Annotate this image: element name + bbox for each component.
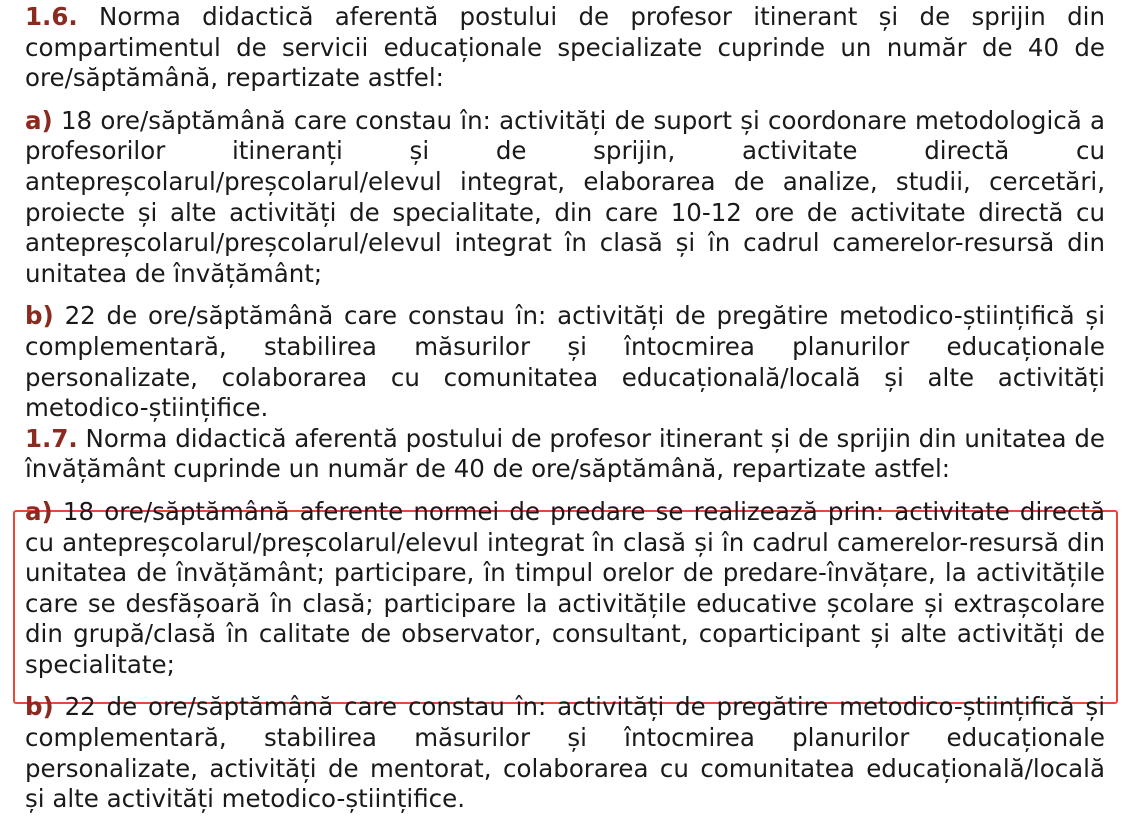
item-letter: b) [25, 301, 54, 331]
item-letter: a) [25, 496, 53, 526]
section-text: Norma didactică aferentă postului de profesor itinerant și de sprijin din compartimentul de servicii educaționale specializate cuprinde un număr de 40 de ore/săptămână, repartizate astfel: [25, 2, 1105, 93]
section-1-6-item-a [25, 106, 1105, 290]
section-1-7-item-a [25, 497, 1105, 681]
section-1-6 [25, 2, 1105, 94]
section-1-7-item-b [25, 692, 1105, 814]
item-letter: a) [25, 105, 53, 135]
item-text: 22 de ore/săptămână care constau în: activități de pregătire metodico-științifică și complementară, stabilirea măsurilor și întocmirea planurilor educaționale personalizate, colaborarea cu comunitatea educațională/locală și alte activități metodico-științifice. [25, 301, 1105, 423]
item-text: 22 de ore/săptămână care constau în: activități de pregătire metodico-științifică și complementară, stabilirea măsurilor și întocmirea planurilor educaționale personalizate, activități de mentorat, colaborarea cu comunitatea educațională/locală și alte activități metodico-științifice. [25, 692, 1105, 814]
item-text: 18 ore/săptămână care constau în: activități de suport și coordonare metodologică a profesorilor itineranți și de sprijin, activitate directă cu antepreșcolarul/preșcolarul/elevul integrat, elaborarea de analize, studii, cercetări, proiecte și alte activități de specialitate, din care 10-12 ore de activitate directă cu antepreșcolarul/preșcolarul/elevul integrat în clasă și în cadrul camerelor-resursă din unitatea de învățământ; [25, 105, 1105, 288]
section-1-7 [25, 424, 1105, 485]
item-text: 18 ore/săptămână aferente normei de predare se realizează prin: activitate directă cu antepreșcolarul/preșcolarul/elevul integrat în clasă și în cadrul camerelor-resursă din unitatea de învățământ; participare, în timpul orelor de predare-învățare, la activitățile care se desfășoară în clasă; participare la activitățile educative școlare și extrașcolare din grupă/clasă în calitate de observator, consultant, coparticipant și alte activități de specialitate; [25, 496, 1105, 679]
section-number: 1.7. [25, 423, 78, 453]
section-text: Norma didactică aferentă postului de profesor itinerant și de sprijin din unitatea de învățământ cuprinde un număr de 40 de ore/săptămână, repartizate astfel: [25, 423, 1105, 484]
item-letter: b) [25, 692, 54, 722]
section-number: 1.6. [25, 2, 78, 31]
document-body [25, 0, 1105, 815]
section-1-6-item-b [25, 301, 1105, 423]
